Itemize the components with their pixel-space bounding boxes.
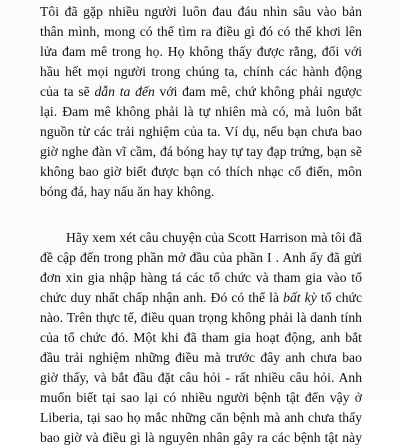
text-segment: tổ chức xyxy=(316,290,363,305)
text-line xyxy=(40,348,362,368)
text-segment: với đam mê, chứ không phải ngược xyxy=(154,84,362,99)
text-line xyxy=(66,228,362,248)
text-line xyxy=(40,162,362,182)
text-segment: của tổ chức đó. Một khi đã tham gia hoạt động, anh bắt xyxy=(40,330,362,345)
text-segment: hầu hết mọi người trong chúng ta, chính các hành động xyxy=(40,64,362,79)
text-line xyxy=(40,388,362,408)
text-segment: đơn xin gia nhập hàng tá các tổ chức và tham gia vào tổ xyxy=(40,270,362,285)
text-line xyxy=(40,122,362,142)
text-line xyxy=(40,248,362,268)
text-line xyxy=(40,62,362,82)
text-segment: thân mình, mong có thể tìm ra điều gì đó có thể khơi lên xyxy=(40,24,362,39)
italic-text-segment: dẫn ta đến xyxy=(94,84,155,99)
text-segment: chức duy nhất chấp nhận anh. Đó có thể là xyxy=(40,290,284,305)
text-line xyxy=(40,42,362,62)
text-line xyxy=(40,82,362,102)
text-line xyxy=(40,308,362,328)
text-line xyxy=(40,2,362,22)
text-segment: giờ thấy, và bắt đầu đặt câu hỏi - rất nhiều câu hỏi. Anh xyxy=(40,370,363,385)
text-line xyxy=(40,288,362,308)
text-segment: lại. Đam mê không phải là tự nhiên mà có, mà luôn bắt xyxy=(40,104,363,119)
text-line xyxy=(40,102,362,122)
text-segment: đề cập đến trong phần mở đầu của phần I . Anh ấy đã gửi xyxy=(40,250,363,265)
text-segment: Liberia, tại sao họ mắc những căn bệnh mà anh chưa thấy xyxy=(40,410,363,425)
text-segment: Tôi đã gặp nhiều người luôn đau đáu nhìn sâu vào bản xyxy=(40,4,362,19)
text-line xyxy=(40,182,214,202)
italic-text-segment: bất kỳ xyxy=(283,290,317,305)
text-segment: bao giờ và điều gì là nguyên nhân gây ra các bệnh tật này xyxy=(40,430,363,445)
text-line xyxy=(40,368,362,388)
text-segment: lửa đam mê trong họ. Họ không thấy được rằng, đối với xyxy=(40,44,363,59)
text-segment: giờ nghe đàn vĩ cầm, đá bóng hay tự tay đạp trứng, bạn sẽ xyxy=(40,144,362,159)
text-segment: của ta sẽ xyxy=(40,84,95,99)
text-segment: Hãy xem xét câu chuyện của Scott Harrison mà tôi đã xyxy=(66,230,362,245)
text-line xyxy=(40,268,362,288)
text-line xyxy=(40,428,362,448)
text-line xyxy=(40,142,362,162)
text-segment: nguồn từ các trải nghiệm của ta. Ví dụ, nếu bạn chưa bao xyxy=(40,124,362,139)
text-segment: nào. Trên thực tế, điều quan trọng không phải là danh tính xyxy=(40,310,363,325)
text-line xyxy=(40,408,362,428)
text-segment: bóng đá, hay nấu ăn hay không. xyxy=(40,184,215,199)
text-segment: không bao giờ biết được bạn có thích nhạc cổ điển, môn xyxy=(40,164,362,179)
text-segment: đầu trải nghiệm những điều mà trước đây anh chưa bao xyxy=(40,350,362,365)
text-line xyxy=(40,328,362,348)
text-segment: muốn biết tại sao lại có nhiều người bệnh tật đến vậy ở xyxy=(40,390,362,405)
text-line xyxy=(40,22,362,42)
